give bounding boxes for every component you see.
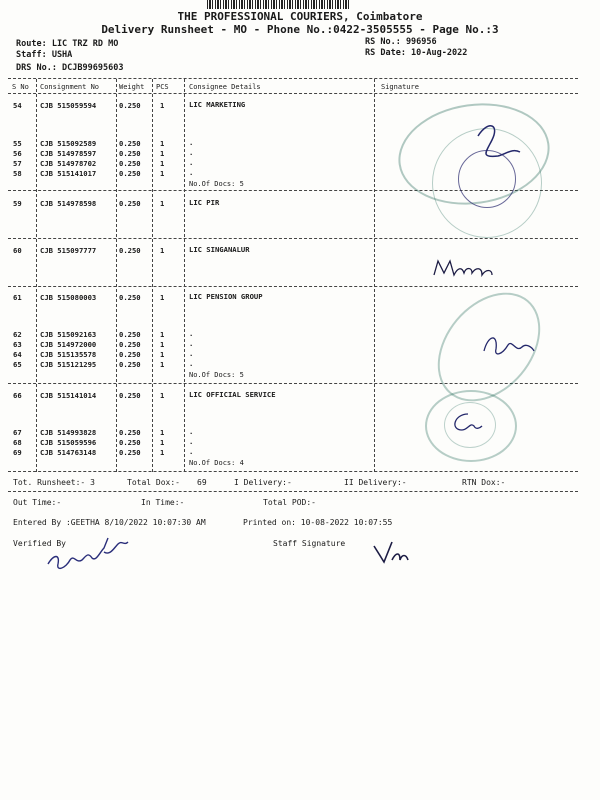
consignee-name: LIC OFFICIAL SERVICE [189,390,276,399]
row-detail: . [189,349,194,358]
row-detail: . [189,437,194,446]
col-header-pcs: PCS [156,83,169,91]
row-sno: 62 [13,330,22,339]
row-pcs: 1 [160,139,165,148]
row-consignment: CJB 515059594 [40,101,97,110]
row-sno: 54 [13,101,22,110]
row-pcs: 1 [160,438,165,447]
row-pcs: 1 [160,350,165,359]
row-weight: 0.250 [119,340,141,349]
total-pod: Total POD:- [263,498,316,507]
col-header-signature: Signature [381,83,419,91]
row-weight: 0.250 [119,330,141,339]
handwritten-signature [444,408,484,438]
row-sno: 69 [13,448,22,457]
row-detail: . [189,447,194,456]
row-detail: . [189,427,194,436]
row-consignment: CJB 515080003 [40,293,97,302]
row-pcs: 1 [160,330,165,339]
row-pcs: 1 [160,360,165,369]
drs-barcode [207,0,350,9]
row-sno: 66 [13,391,22,400]
col-header-weight: Weight [119,83,145,91]
route-label: Route: LIC TRZ RD MO [16,39,119,49]
row-weight: 0.250 [119,448,141,457]
col-rule [116,79,117,472]
row-sno: 56 [13,149,22,158]
row-detail: . [189,138,194,147]
row-consignment: CJB 515141017 [40,169,97,178]
row-sno: 57 [13,159,22,168]
row-consignment: CJB 515092589 [40,139,97,148]
row-consignment: CJB 514978598 [40,199,97,208]
i-delivery: I Delivery:- [234,478,292,487]
col-header-consignee: Consignee Details [189,83,261,91]
row-weight: 0.250 [119,169,141,178]
total-dox-label: Total Dox:- [127,478,180,487]
handwritten-signature [470,118,530,178]
verified-by: Verified By [13,539,66,548]
group-separator [8,471,578,472]
staff-label: Staff: USHA [16,50,73,60]
row-pcs: 1 [160,391,165,400]
row-weight: 0.250 [119,293,141,302]
row-sno: 63 [13,340,22,349]
row-pcs: 1 [160,246,165,255]
staff-signature-label: Staff Signature [273,539,346,548]
row-pcs: 1 [160,199,165,208]
row-weight: 0.250 [119,149,141,158]
consignee-name: LIC PENSION GROUP [189,292,263,301]
col-rule [36,79,37,472]
printed-on: Printed on: 10-08-2022 10:07:55 [243,518,393,527]
row-pcs: 1 [160,101,165,110]
docs-count: No.Of Docs: 5 [189,180,244,188]
row-sno: 61 [13,293,22,302]
rs-date: RS Date: 10-Aug-2022 [365,48,468,58]
row-consignment: CJB 515059596 [40,438,97,447]
row-weight: 0.250 [119,246,141,255]
runsheet-subtitle: Delivery Runsheet - MO - Phone No.:0422-3505555 - Page No.:3 [101,23,499,36]
row-consignment: CJB 515121295 [40,360,97,369]
row-consignment: CJB 515135578 [40,350,97,359]
row-consignment: CJB 515097777 [40,246,97,255]
col-rule [184,79,185,472]
row-detail: . [189,168,194,177]
row-consignment: CJB 515141014 [40,391,97,400]
col-header-consignment: Consignment No [40,83,100,91]
consignee-name: LIC PIR [189,198,220,207]
row-consignment: CJB 515092163 [40,330,97,339]
row-detail: . [189,158,194,167]
row-sno: 64 [13,350,22,359]
company-title: THE PROFESSIONAL COURIERS, Coimbatore [177,10,423,23]
row-weight: 0.250 [119,350,141,359]
consignee-name: LIC SINGANALUR [189,245,250,254]
row-weight: 0.250 [119,101,141,110]
staff-signature [370,538,415,568]
row-sno: 68 [13,438,22,447]
row-weight: 0.250 [119,438,141,447]
row-sno: 59 [13,199,22,208]
col-rule [374,79,375,472]
row-sno: 65 [13,360,22,369]
row-detail: . [189,339,194,348]
row-pcs: 1 [160,428,165,437]
handwritten-signature [430,255,500,285]
verifier-signature [44,530,134,578]
row-weight: 0.250 [119,199,141,208]
handwritten-signature [478,325,538,365]
row-pcs: 1 [160,293,165,302]
row-weight: 0.250 [119,428,141,437]
row-pcs: 1 [160,149,165,158]
ii-delivery: II Delivery:- [344,478,407,487]
rtn-dox: RTN Dox:- [462,478,506,487]
divider [8,93,578,94]
row-weight: 0.250 [119,360,141,369]
row-detail: . [189,148,194,157]
row-sno: 58 [13,169,22,178]
rs-number: RS No.: 996956 [365,37,437,47]
row-weight: 0.250 [119,159,141,168]
drs-number: DRS No.: DCJB99695603 [16,63,124,73]
row-consignment: CJB 514763148 [40,448,97,457]
consignee-name: LIC MARKETING [189,100,246,109]
row-weight: 0.250 [119,139,141,148]
divider [8,491,578,492]
row-detail: . [189,359,194,368]
col-rule [152,79,153,472]
row-consignment: CJB 514972000 [40,340,97,349]
docs-count: No.Of Docs: 5 [189,371,244,379]
row-pcs: 1 [160,159,165,168]
in-time: In Time:- [141,498,185,507]
col-header-sno: S No [12,83,29,91]
row-consignment: CJB 514978597 [40,149,97,158]
row-pcs: 1 [160,448,165,457]
total-runsheet: Tot. Runsheet:- 3 [13,478,95,487]
docs-count: No.Of Docs: 4 [189,459,244,467]
row-sno: 60 [13,246,22,255]
row-pcs: 1 [160,340,165,349]
total-dox-value: 69 [197,478,207,487]
row-weight: 0.250 [119,391,141,400]
row-detail: . [189,329,194,338]
row-pcs: 1 [160,169,165,178]
group-separator [8,286,578,287]
row-sno: 67 [13,428,22,437]
row-consignment: CJB 514993828 [40,428,97,437]
row-consignment: CJB 514978702 [40,159,97,168]
entered-by: Entered By :GEETHA 8/10/2022 10:07:30 AM [13,518,206,527]
divider [8,78,578,79]
out-time: Out Time:- [13,498,62,507]
row-sno: 55 [13,139,22,148]
